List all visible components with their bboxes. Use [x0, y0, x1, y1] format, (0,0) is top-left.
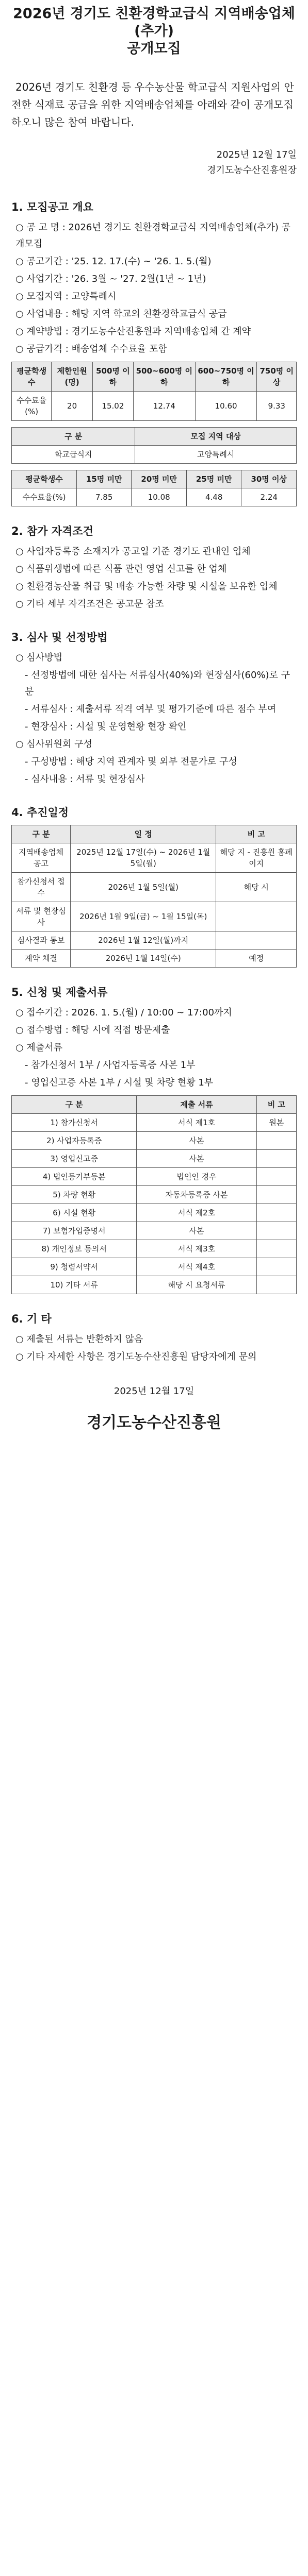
sec5-subitem: - 참가신청서 1부 / 사업자등록증 사본 1부 — [25, 1060, 196, 1071]
table-cell — [256, 1222, 296, 1240]
sec3-subitem: - 선정방법에 대한 심사는 서류심사(40%)와 현장심사(60%)로 구분 — [25, 670, 290, 697]
table-header: 500명 이하 — [92, 362, 133, 392]
table-cell: 20 — [52, 392, 93, 421]
sec2-item: ○ 식품위생법에 따른 식품 관련 영업 신고를 한 업체 — [15, 564, 227, 574]
table-cell: 사본 — [137, 1222, 256, 1240]
sec5-subitem: - 영업신고증 사본 1부 / 시설 및 차량 현황 1부 — [25, 1077, 214, 1088]
table-row — [12, 488, 297, 506]
table-header: 일 정 — [71, 825, 216, 843]
table-row — [12, 843, 297, 873]
table-cell: 10) 기타 서류 — [12, 1276, 137, 1294]
table-cell — [216, 931, 297, 950]
sec5-item: ○ 접수기간 : 2026. 1. 5.(월) / 10:00 ~ 17:00까지 — [15, 1007, 232, 1018]
table-cell: 고양특례시 — [135, 446, 297, 464]
section-heading-5: 5. 신청 및 제출서류 — [11, 986, 108, 998]
table-cell: 5) 차량 현황 — [12, 1186, 137, 1204]
sec1-item: ○ 공고기간 : '25. 12. 17.(수) ~ '26. 1. 5.(월) — [15, 256, 212, 267]
table-cell: 해당 시 요청서류 — [137, 1276, 256, 1294]
table-cell — [256, 1276, 296, 1294]
table-cell: 사본 — [137, 1132, 256, 1150]
table-row — [12, 1240, 297, 1258]
table-cell: 계약 체결 — [12, 950, 71, 968]
table-cell: 6) 시설 현황 — [12, 1204, 137, 1222]
section-heading-3: 3. 심사 및 선정방법 — [11, 631, 108, 643]
footer-org-name: 경기도농수산진흥원 — [87, 1414, 221, 1432]
table-cell: 법인인 경우 — [137, 1168, 256, 1186]
table-header: 20명 미만 — [132, 470, 187, 488]
table-cell: 원본 — [256, 1114, 296, 1132]
table-cell: 2025년 12월 17일(수) ~ 2026년 1월 5일(월) — [71, 843, 216, 873]
student-rate-table — [11, 470, 297, 506]
doc-title: 2026년 경기도 친환경학교급식 지역배송업체(추가) — [13, 6, 295, 39]
table-cell: 2.24 — [241, 488, 297, 506]
table-cell — [256, 1186, 296, 1204]
table-cell: 2026년 1월 12일(월)까지 — [71, 931, 216, 950]
table-cell: 참가신청서 접수 — [12, 873, 71, 902]
required-docs-table — [11, 1095, 297, 1294]
table-cell: 수수료율(%) — [12, 488, 77, 506]
table-header: 비 고 — [256, 1096, 296, 1114]
table-header: 구 분 — [12, 1096, 137, 1114]
table-cell: 예정 — [216, 950, 297, 968]
table-row — [12, 1114, 297, 1132]
sec5-item: ○ 제출서류 — [15, 1042, 62, 1053]
table-cell: 7.85 — [76, 488, 132, 506]
table-cell: 3) 영업신고증 — [12, 1150, 137, 1168]
section-heading-6: 6. 기 타 — [11, 1313, 52, 1325]
fee-rate-table — [11, 362, 297, 421]
doc-subtitle: 공개모집 — [127, 41, 181, 57]
sec2-item: ○ 기타 세부 자격조건은 공고문 참조 — [15, 599, 164, 609]
table-row — [12, 1204, 297, 1222]
table-cell: 8) 개인정보 동의서 — [12, 1240, 137, 1258]
region-table — [11, 427, 297, 464]
table-cell — [256, 1150, 296, 1168]
table-header: 750명 이상 — [257, 362, 297, 392]
table-header: 제한인원(명) — [52, 362, 93, 392]
sec3-item: ○ 심사방법 — [15, 652, 62, 663]
table-header: 600~750명 이하 — [195, 362, 257, 392]
table-header: 모집 지역 대상 — [135, 428, 297, 446]
issue-date: 2025년 12월 17일 — [216, 149, 297, 160]
table-cell: 심사결과 통보 — [12, 931, 71, 950]
sec3-subitem: - 서류심사 : 제출서류 적격 여부 및 평가기준에 따른 점수 부여 — [25, 704, 277, 715]
sec1-item: ○ 사업내용 : 해당 지역 학교의 친환경학교급식 공급 — [15, 309, 227, 319]
table-cell: 9) 청렴서약서 — [12, 1258, 137, 1276]
table-cell: 해당 시 — [216, 873, 297, 902]
section-heading-1: 1. 모집공고 개요 — [11, 201, 93, 213]
table-cell: 4) 법인등기부등본 — [12, 1168, 137, 1186]
table-header: 25명 미만 — [186, 470, 241, 488]
schedule-table — [11, 825, 297, 968]
table-cell: 4.48 — [186, 488, 241, 506]
sec3-subitem: - 심사내용 : 서류 및 현장심사 — [25, 774, 145, 785]
table-cell: 서식 제3호 — [137, 1240, 256, 1258]
table-cell: 학교급식지 — [12, 446, 135, 464]
table-cell: 2) 사업자등록증 — [12, 1132, 137, 1150]
table-cell: 12.74 — [133, 392, 195, 421]
table-row — [12, 1150, 297, 1168]
table-header: 제출 서류 — [137, 1096, 256, 1114]
table-cell: 15.02 — [92, 392, 133, 421]
sec3-subitem: - 구성방법 : 해당 지역 관계자 및 외부 전문가로 구성 — [25, 756, 237, 767]
sec1-item: ○ 공 고 명 : 2026년 경기도 친환경학교급식 지역배송업체(추가) 공개모집 — [15, 222, 291, 249]
table-row — [12, 1276, 297, 1294]
table-row — [12, 1258, 297, 1276]
table-cell: 9.33 — [257, 392, 297, 421]
table-cell: 서식 제1호 — [137, 1114, 256, 1132]
table-cell: 2026년 1월 9일(금) ~ 1월 15일(목) — [71, 902, 216, 931]
table-cell: 지역배송업체 공고 — [12, 843, 71, 873]
table-cell: 서류 및 현장심사 — [12, 902, 71, 931]
table-cell — [256, 1240, 296, 1258]
table-header: 구 분 — [12, 825, 71, 843]
sec3-item: ○ 심사위원회 구성 — [15, 739, 92, 750]
sec5-item: ○ 접수방법 : 해당 시에 직접 방문제출 — [15, 1025, 170, 1036]
table-row — [12, 446, 297, 464]
table-header: 30명 이상 — [241, 470, 297, 488]
table-cell — [216, 902, 297, 931]
table-cell: 자동차등록증 사본 — [137, 1186, 256, 1204]
table-cell: 사본 — [137, 1150, 256, 1168]
table-row — [12, 902, 297, 931]
sec2-item: ○ 친환경농산물 취급 및 배송 가능한 차량 및 시설을 보유한 업체 — [15, 581, 278, 592]
intro-paragraph: 2026년 경기도 친환경 등 우수농산물 학교급식 지원사업의 안전한 식재료 공급을 위한 지역배송업체를 아래와 같이 공개모집 하오니 많은 참여 바랍니다. — [11, 81, 294, 128]
table-row — [12, 1222, 297, 1240]
sec2-item: ○ 사업자등록증 소재지가 공고일 기준 경기도 관내인 업체 — [15, 546, 251, 557]
table-row — [12, 931, 297, 950]
table-cell — [256, 1132, 296, 1150]
table-header: 500~600명 이하 — [133, 362, 195, 392]
table-cell: 7) 보험가입증명서 — [12, 1222, 137, 1240]
table-cell: 서식 제2호 — [137, 1204, 256, 1222]
sec6-item: ○ 기타 자세한 사항은 경기도농수산진흥원 담당자에게 문의 — [15, 1351, 257, 1362]
sec1-item: ○ 모집지역 : 고양특례시 — [15, 291, 117, 302]
table-row — [12, 950, 297, 968]
table-cell: 수수료율(%) — [12, 392, 52, 421]
table-header: 구 분 — [12, 428, 135, 446]
sec1-item: ○ 공급가격 : 배송업체 수수료율 포함 — [15, 344, 167, 354]
table-header: 15명 미만 — [76, 470, 132, 488]
sec3-subitem: - 현장심사 : 시설 및 운영현황 현장 확인 — [25, 721, 187, 732]
table-row — [12, 873, 297, 902]
table-cell: 해당 지 - 진흥원 홈페이지 — [216, 843, 297, 873]
table-row — [12, 1132, 297, 1150]
table-cell — [256, 1204, 296, 1222]
table-row — [12, 1186, 297, 1204]
sec1-item: ○ 계약방법 : 경기도농수산진흥원과 지역배송업체 간 계약 — [15, 326, 251, 337]
table-row — [12, 392, 297, 421]
table-cell: 서식 제4호 — [137, 1258, 256, 1276]
table-cell: 2026년 1월 5일(월) — [71, 873, 216, 902]
table-row — [12, 1168, 297, 1186]
table-cell: 10.60 — [195, 392, 257, 421]
section-heading-4: 4. 추진일정 — [11, 806, 69, 819]
table-cell — [256, 1258, 296, 1276]
table-cell: 10.08 — [132, 488, 187, 506]
sec1-item: ○ 사업기간 : '26. 3월 ~ '27. 2월(1년 ~ 1년) — [15, 274, 206, 284]
table-header: 비 고 — [216, 825, 297, 843]
table-header: 평균학생수 — [12, 470, 77, 488]
issuer-name: 경기도농수산진흥원장 — [207, 165, 297, 176]
table-cell: 1) 참가신청서 — [12, 1114, 137, 1132]
footer-date: 2025년 12월 17일 — [114, 1386, 194, 1397]
sec6-item: ○ 제출된 서류는 반환하지 않음 — [15, 1334, 143, 1345]
table-cell — [256, 1168, 296, 1186]
issue-date-block — [11, 147, 297, 178]
section-heading-2: 2. 참가 자격조건 — [11, 525, 93, 537]
table-cell: 2026년 1월 14일(수) — [71, 950, 216, 968]
table-header: 평균학생수 — [12, 362, 52, 392]
